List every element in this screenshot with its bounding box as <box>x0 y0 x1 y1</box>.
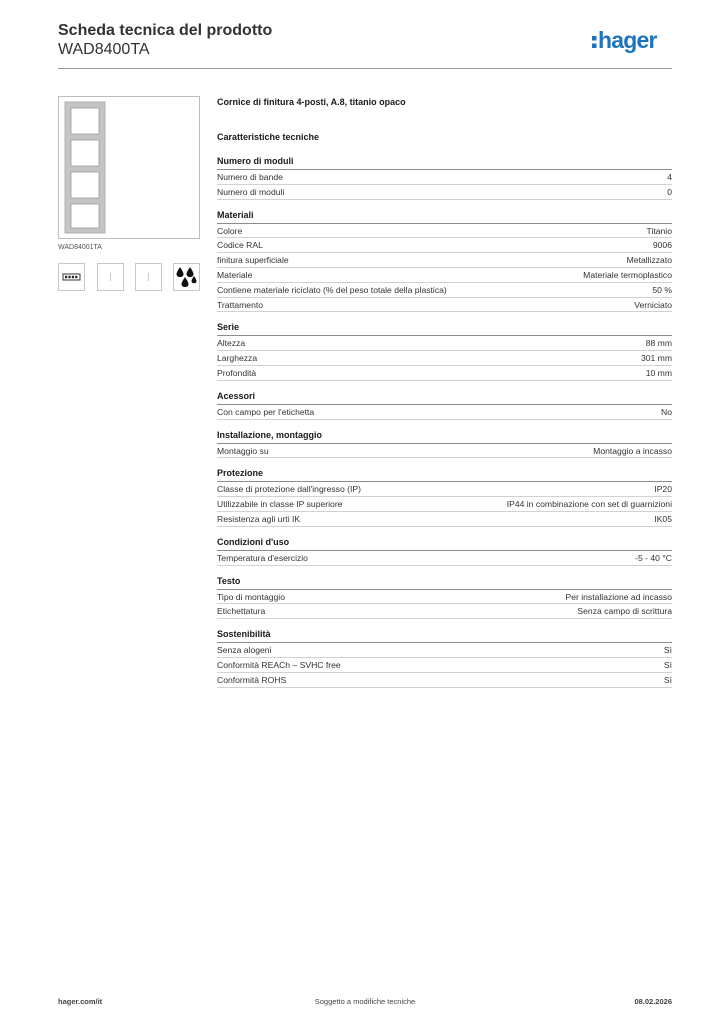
section-title: Acessori <box>217 391 672 405</box>
vertical-line-icon <box>97 263 124 291</box>
spec-value: 4 <box>667 172 672 182</box>
spec-value: Montaggio a incasso <box>593 445 672 456</box>
spec-value: Sì <box>663 674 672 685</box>
spec-sections <box>217 156 672 688</box>
spec-label: Senza alogeni <box>217 645 272 656</box>
spec-row <box>217 444 672 459</box>
spec-label: Numero di moduli <box>217 186 285 197</box>
spec-section <box>217 537 672 566</box>
section-title: Numero di moduli <box>217 156 672 170</box>
spec-row <box>217 590 672 605</box>
spec-label: Trattamento <box>217 299 264 310</box>
technical-characteristics-title: Caratteristiche tecniche <box>217 132 320 142</box>
spec-row <box>217 366 672 381</box>
spec-row <box>217 283 672 298</box>
spec-label: Contiene materiale riciclato (% del peso totale della plastica) <box>217 284 447 295</box>
spec-section <box>217 210 672 313</box>
spec-value: IK05 <box>654 513 672 524</box>
spec-row <box>217 224 672 239</box>
hager-logo <box>592 28 676 56</box>
spec-value: Senza campo di scrittura <box>577 606 672 617</box>
section-title: Materiali <box>217 210 672 224</box>
product-code: WAD8400TA <box>58 41 150 58</box>
vertical-line-icon <box>135 263 162 291</box>
spec-row <box>217 268 672 283</box>
spec-row <box>217 351 672 366</box>
spec-value: -5 - 40 °C <box>635 552 672 563</box>
product-reference: WAD84001TA <box>58 244 102 251</box>
spec-label: Tipo di montaggio <box>217 591 285 602</box>
product-description: Cornice di finitura 4-posti, A.8, titanio opaco <box>217 97 406 107</box>
spec-label: Classe di protezione dall'ingresso (IP) <box>217 484 361 495</box>
spec-row <box>217 336 672 351</box>
spec-value: 301 mm <box>640 353 672 364</box>
header-divider <box>58 68 672 69</box>
spec-value: 50 % <box>652 284 672 295</box>
spec-row <box>217 405 672 420</box>
spec-label: Utilizzabile in classe IP superiore <box>217 499 343 510</box>
section-title: Sostenibilità <box>217 629 672 643</box>
spec-row <box>217 497 672 512</box>
spec-value: Sì <box>663 659 672 670</box>
spec-value: Per installazione ad incasso <box>565 591 672 602</box>
spec-label: Temperatura d'esercizio <box>217 552 308 563</box>
spec-label: Materiale <box>217 269 253 280</box>
spec-value: Sì <box>663 645 672 656</box>
spec-row <box>217 482 672 497</box>
spec-row <box>217 253 672 268</box>
page-header <box>58 22 272 59</box>
spec-value: Titanio <box>646 225 672 236</box>
spec-label: Larghezza <box>217 353 258 364</box>
spec-value: 10 mm <box>645 367 672 378</box>
spec-label: Conformità REACh – SVHC free <box>217 659 341 670</box>
spec-value: Materiale termoplastico <box>583 269 672 280</box>
spec-row <box>217 604 672 619</box>
spec-row <box>217 298 672 313</box>
spec-row <box>217 512 672 527</box>
footer-note: Soggetto a modifiche tecniche <box>314 997 416 1006</box>
section-title: Testo <box>217 576 672 590</box>
four-gang-frame-icon <box>58 263 85 291</box>
spec-label: Conformità ROHS <box>217 674 287 685</box>
spec-label: finitura superficiale <box>217 255 289 266</box>
spec-label: Con campo per l'etichetta <box>217 406 315 417</box>
section-title: Installazione, montaggio <box>217 430 672 444</box>
section-title: Condizioni d'uso <box>217 537 672 551</box>
spec-section <box>217 576 672 620</box>
spec-label: Altezza <box>217 338 246 349</box>
page-footer <box>58 997 672 1011</box>
document-title: Scheda tecnica del prodotto <box>58 22 273 39</box>
spec-section <box>217 430 672 459</box>
spec-label: Codice RAL <box>217 240 263 251</box>
spec-row <box>217 185 672 200</box>
water-drops-icon <box>173 263 200 291</box>
spec-label: Montaggio su <box>217 445 269 456</box>
spec-value: Verniciato <box>634 299 672 310</box>
spec-section <box>217 391 672 420</box>
specification-content <box>217 96 672 698</box>
spec-value: Metallizzato <box>626 255 672 266</box>
footer-website: hager.com/it <box>58 997 103 1006</box>
product-image <box>58 96 200 239</box>
spec-row <box>217 673 672 688</box>
hager-logo-text: hager <box>598 28 657 53</box>
spec-row <box>217 551 672 566</box>
spec-value: 9006 <box>652 240 672 251</box>
spec-label: Colore <box>217 225 243 236</box>
spec-row <box>217 170 672 185</box>
spec-value: 0 <box>667 186 672 197</box>
spec-section <box>217 322 672 380</box>
spec-section <box>217 629 672 687</box>
spec-label: Etichettatura <box>217 606 266 617</box>
spec-value: IP44 in combinazione con set di guarnizioni <box>506 499 672 510</box>
section-title: Serie <box>217 322 672 336</box>
spec-section <box>217 156 672 200</box>
spec-section <box>217 468 672 526</box>
spec-row <box>217 658 672 673</box>
spec-label: Numero di bande <box>217 172 283 182</box>
spec-row <box>217 238 672 253</box>
spec-value: IP20 <box>654 484 672 495</box>
spec-label: Profondità <box>217 367 257 378</box>
spec-value: 88 mm <box>645 338 672 349</box>
footer-date: 08.02.2026 <box>634 997 672 1006</box>
section-title: Protezione <box>217 468 672 482</box>
spec-row <box>217 643 672 658</box>
spec-label: Resistenza agli urti IK <box>217 513 301 524</box>
spec-value: No <box>661 406 672 417</box>
